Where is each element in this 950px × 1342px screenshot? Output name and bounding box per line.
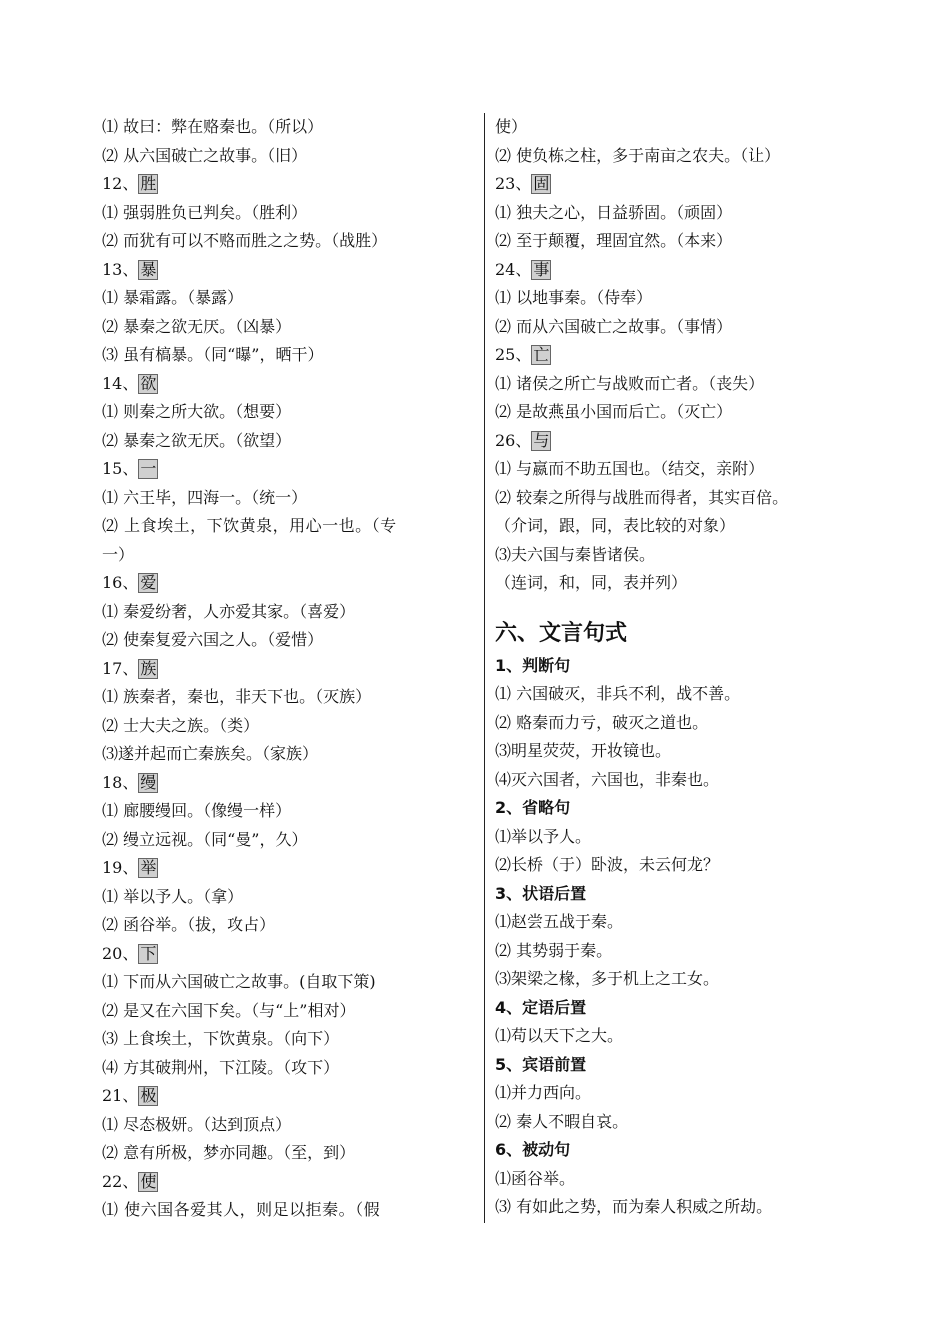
word-heading <box>102 854 474 883</box>
example-line: ⑵ 从六国破亡之故事。（旧） <box>102 145 308 165</box>
example-line: ⑴ 与嬴而不助五国也。（结交，亲附） <box>495 459 765 478</box>
right-column <box>495 113 855 1222</box>
example-line: ⑴ 强弱胜负已判矣。（胜利） <box>102 202 308 222</box>
word-heading <box>102 370 474 399</box>
example-line: ⑶夫六国与秦皆诸侯。 <box>495 544 656 564</box>
left-column <box>102 113 474 1225</box>
heading-character: 亡 <box>533 345 550 364</box>
word-heading <box>102 769 474 798</box>
heading-number: 12、 <box>102 174 139 193</box>
heading-character: 事 <box>533 259 550 279</box>
heading-character: 暴 <box>140 259 157 279</box>
example-line: ⑵ 而从六国破亡之故事。（事情） <box>495 316 733 336</box>
heading-number: 17、 <box>102 658 139 678</box>
heading-character: 缦 <box>140 772 157 792</box>
heading-character: 举 <box>140 858 157 877</box>
heading-character: 胜 <box>140 174 157 193</box>
example-line: ⑴并力西向。 <box>495 1083 592 1102</box>
example-line: ⑴ 诸侯之所亡与战败而亡者。（丧失） <box>495 373 765 393</box>
heading-character: 固 <box>533 174 550 193</box>
example-line: ⑴举以予人。 <box>495 826 592 846</box>
example-line: ⑵ 暴秦之欲无厌。（欲望） <box>102 430 292 450</box>
heading-character: 与 <box>533 430 550 450</box>
word-heading <box>495 170 855 199</box>
example-line: ⑶ 上食埃土，下饮黄泉。（向下） <box>102 1029 340 1048</box>
example-line: ⑵ 函谷举。（拔，攻占） <box>102 915 276 934</box>
example-line: ⑶架梁之椽，多于机上之工女。 <box>495 969 720 988</box>
example-line: ⑵ 缦立远视。（同“曼”，久） <box>102 829 308 849</box>
heading-number: 22、 <box>102 1171 139 1191</box>
example-line: ⑵ 至于颠覆，理固宜然。（本来） <box>495 231 733 250</box>
example-line: ⑶ 有如此之势，而为秦人积威之所劫。 <box>495 1197 773 1216</box>
word-heading <box>102 1168 474 1197</box>
subsection-title: 4、定语后置 <box>495 997 587 1017</box>
heading-character: 使 <box>140 1171 157 1191</box>
example-line: ⑴ 秦爱纷奢，人亦爱其家。（喜爱） <box>102 601 356 621</box>
example-line: ⑴ 使六国各爱其人，则足以拒秦。（假 <box>102 1200 381 1219</box>
example-line: 使） <box>495 117 528 136</box>
example-line: ⑴赵尝五战于秦。 <box>495 912 624 931</box>
example-line: ⑴苟以天下之大。 <box>495 1026 624 1045</box>
word-heading <box>102 1082 474 1111</box>
example-line: ⑴函谷举。 <box>495 1168 576 1188</box>
example-line: ⑴ 独夫之心，日益骄固。（顽固） <box>495 202 733 222</box>
example-line: ⑵ 而犹有可以不赂而胜之之势。（战胜） <box>102 231 388 250</box>
example-line: ⑷ 方其破荆州，下江陵。（攻下） <box>102 1057 340 1077</box>
example-line: ⑴ 举以予人。（拿） <box>102 886 244 906</box>
subsection-title: 1、判断句 <box>495 655 571 675</box>
example-line: ⑵ 使负栋之柱，多于南亩之农夫。（让） <box>495 145 781 165</box>
word-heading <box>102 455 474 484</box>
example-line: ⑴ 廊腰缦回。（像缦一样） <box>102 801 292 820</box>
word-heading <box>102 655 474 684</box>
heading-number: 21、 <box>102 1086 139 1105</box>
word-heading <box>102 170 474 199</box>
example-line: ⑶遂并起而亡秦族矣。（家族） <box>102 744 319 763</box>
heading-number: 13、 <box>102 259 139 279</box>
heading-number: 23、 <box>495 174 532 193</box>
heading-number: 26、 <box>495 430 532 450</box>
example-line: ⑵ 是又在六国下矣。（与“上”相对） <box>102 1000 356 1020</box>
example-line: 一） <box>102 544 135 564</box>
example-line: ⑴ 故曰：弊在赂秦也。（所以） <box>102 117 324 136</box>
example-line: ⑴ 族秦者，秦也，非天下也。（灭族） <box>102 687 372 706</box>
heading-number: 25、 <box>495 345 532 364</box>
heading-character: 爱 <box>140 573 157 592</box>
heading-number: 18、 <box>102 772 139 792</box>
heading-number: 24、 <box>495 259 532 279</box>
example-line: ⑵ 秦人不暇自哀。 <box>495 1111 629 1131</box>
example-line: （介词，跟，同，表比较的对象） <box>495 516 736 535</box>
word-heading <box>102 256 474 285</box>
subsection-title: 3、状语后置 <box>495 883 587 903</box>
word-heading <box>495 256 855 285</box>
example-line: ⑴ 则秦之所大欲。（想要） <box>102 402 292 421</box>
example-line: ⑴ 尽态极妍。（达到顶点） <box>102 1114 292 1134</box>
example-line: ⑶ 虽有槁暴。（同“曝”，晒干） <box>102 345 324 364</box>
example-line: ⑴ 六国破灭，非兵不利，战不善。 <box>495 684 741 703</box>
heading-number: 15、 <box>102 459 139 478</box>
word-heading <box>102 569 474 598</box>
example-line: ⑵ 其势弱于秦。 <box>495 940 613 960</box>
heading-number: 20、 <box>102 943 139 963</box>
example-line: ⑵ 暴秦之欲无厌。（凶暴） <box>102 316 292 336</box>
subsection-title: 5、宾语前置 <box>495 1054 587 1074</box>
heading-character: 一 <box>140 459 157 478</box>
example-line: ⑵ 上食埃土，下饮黄泉，用心一也。（专 <box>102 516 397 535</box>
heading-number: 19、 <box>102 858 139 877</box>
example-line: ⑵ 意有所极，梦亦同趣。（至，到） <box>102 1143 356 1162</box>
word-heading <box>495 341 855 370</box>
example-line: （连词，和，同，表并列） <box>495 573 688 592</box>
word-heading <box>495 427 855 456</box>
example-line: ⑴ 下而从六国破亡之故事。(自取下策) <box>102 972 376 991</box>
example-line: ⑴ 以地事秦。（侍奉） <box>495 288 653 307</box>
example-line: ⑵ 士大夫之族。（类） <box>102 715 260 735</box>
example-line: ⑴ 六王毕，四海一。（统一） <box>102 487 308 507</box>
example-line: ⑵ 是故燕虽小国而后亡。（灭亡） <box>495 402 733 421</box>
example-line: ⑶明星荧荧，开妆镜也。 <box>495 741 672 760</box>
example-line: ⑷灭六国者，六国也，非秦也。 <box>495 769 720 789</box>
subsection-title: 6、被动句 <box>495 1140 571 1159</box>
heading-character: 极 <box>140 1086 157 1105</box>
example-line: ⑵ 赂秦而力亏，破灭之道也。 <box>495 712 709 732</box>
heading-character: 欲 <box>140 373 157 393</box>
example-line: ⑵ 较秦之所得与战胜而得者，其实百倍。 <box>495 487 789 507</box>
example-line: ⑵ 使秦复爱六国之人。（爱惜） <box>102 630 324 649</box>
subsection-title: 2、省略句 <box>495 798 571 817</box>
section-title: 六、文言句式 <box>495 620 628 646</box>
heading-number: 14、 <box>102 373 139 393</box>
heading-number: 16、 <box>102 573 139 592</box>
word-heading <box>102 940 474 969</box>
column-divider <box>484 113 485 1223</box>
heading-character: 下 <box>140 943 157 963</box>
example-line: ⑵长桥（于）卧波，未云何龙？ <box>495 855 720 874</box>
example-line: ⑴ 暴霜露。（暴露） <box>102 288 244 307</box>
heading-character: 族 <box>140 658 157 678</box>
